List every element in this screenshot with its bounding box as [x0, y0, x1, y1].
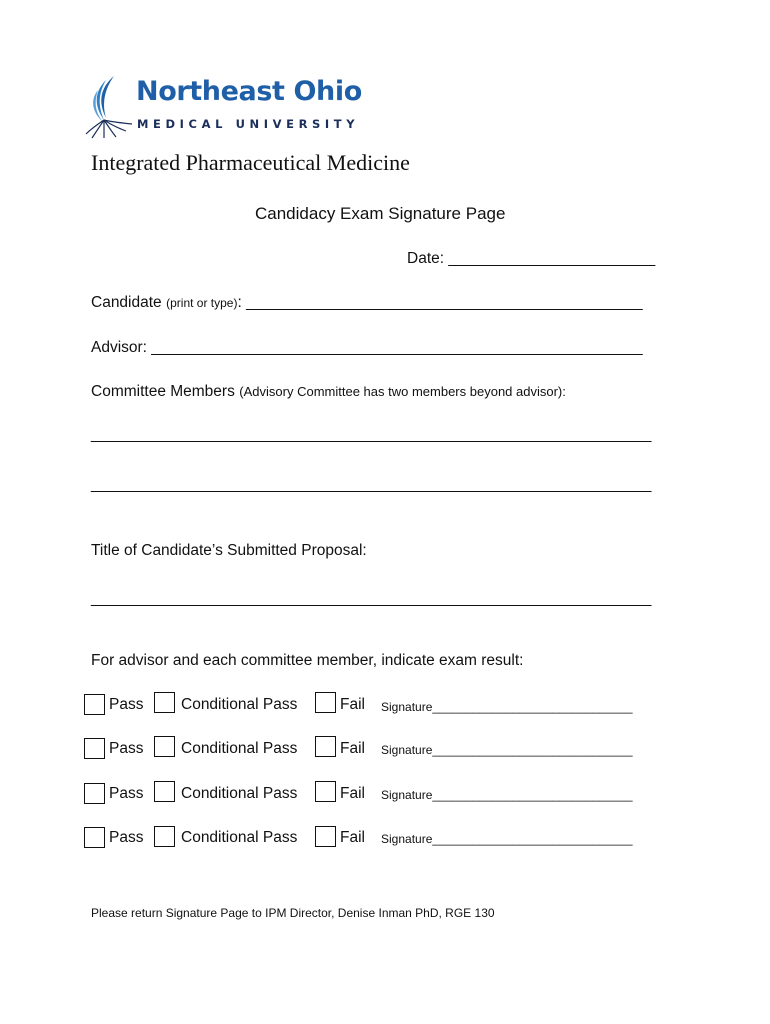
pass-label: Pass [109, 740, 144, 757]
signature-line[interactable]: Signature______________________________ [381, 788, 633, 802]
proposal-title-line[interactable]: _________________________________________________________________ [91, 590, 652, 607]
pass-label: Pass [109, 785, 144, 802]
conditional-pass-label: Conditional Pass [181, 785, 298, 802]
fail-label: Fail [340, 829, 365, 846]
logo-name: Northeast Ohio [136, 76, 362, 107]
conditional-pass-label: Conditional Pass [181, 829, 298, 846]
university-logo-icon [84, 74, 134, 140]
pass-checkbox[interactable] [84, 783, 105, 804]
pass-checkbox[interactable] [84, 738, 105, 759]
fail-label: Fail [340, 696, 365, 713]
conditional-pass-checkbox[interactable] [154, 826, 175, 847]
results-instruction: For advisor and each committee member, indicate exam result: [91, 652, 524, 669]
logo-subtitle: MEDICAL UNIVERSITY [137, 117, 360, 131]
fail-checkbox[interactable] [315, 781, 336, 802]
conditional-pass-checkbox[interactable] [154, 692, 175, 713]
signature-line[interactable]: Signature______________________________ [381, 700, 633, 714]
proposal-label: Title of Candidate’s Submitted Proposal: [91, 542, 367, 559]
conditional-pass-label: Conditional Pass [181, 696, 298, 713]
committee-member-line-2[interactable]: _________________________________________________________________ [91, 476, 652, 493]
form-title: Candidacy Exam Signature Page [255, 204, 506, 223]
signature-line[interactable]: Signature______________________________ [381, 832, 633, 846]
pass-checkbox[interactable] [84, 827, 105, 848]
candidate-blank[interactable]: : ______________________________________________ [237, 294, 643, 311]
candidate-label: Candidate [91, 294, 162, 311]
committee-label: Committee Members [91, 383, 235, 400]
signature-line[interactable]: Signature______________________________ [381, 743, 633, 757]
program-title: Integrated Pharmaceutical Medicine [91, 150, 410, 175]
conditional-pass-checkbox[interactable] [154, 781, 175, 802]
fail-checkbox[interactable] [315, 736, 336, 757]
committee-hint: (Advisory Committee has two members beyond advisor): [239, 384, 566, 399]
candidate-field[interactable] [91, 294, 643, 312]
footer-note: Please return Signature Page to IPM Director, Denise Inman PhD, RGE 130 [91, 906, 495, 920]
fail-label: Fail [340, 740, 365, 757]
fail-checkbox[interactable] [315, 692, 336, 713]
advisor-field[interactable]: Advisor: _________________________________________________________ [91, 339, 643, 356]
committee-member-line-1[interactable]: _________________________________________________________________ [91, 426, 652, 443]
fail-label: Fail [340, 785, 365, 802]
pass-label: Pass [109, 829, 144, 846]
conditional-pass-label: Conditional Pass [181, 740, 298, 757]
committee-heading [91, 383, 566, 401]
pass-label: Pass [109, 696, 144, 713]
pass-checkbox[interactable] [84, 694, 105, 715]
candidate-hint: (print or type) [166, 296, 238, 310]
conditional-pass-checkbox[interactable] [154, 736, 175, 757]
date-field[interactable]: Date: ________________________ [407, 250, 656, 267]
fail-checkbox[interactable] [315, 826, 336, 847]
